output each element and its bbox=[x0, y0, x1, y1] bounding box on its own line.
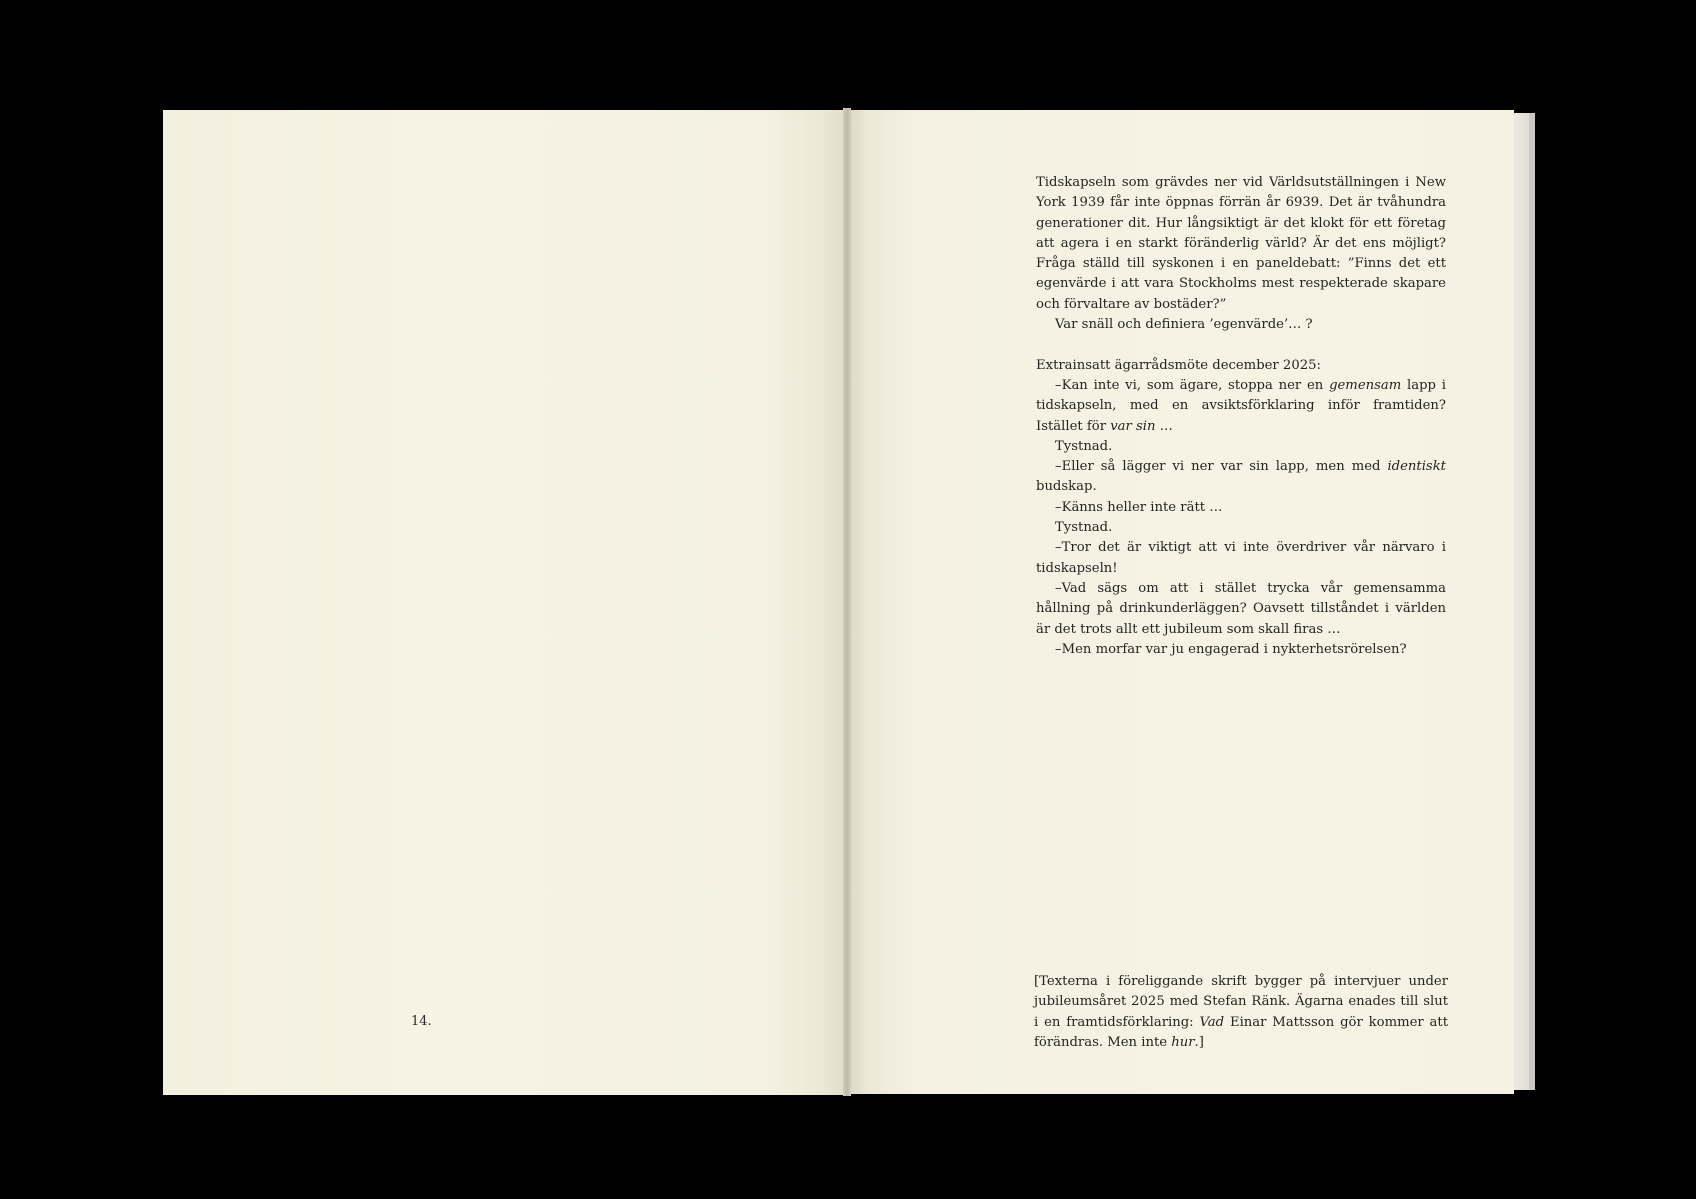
dialogue-line: –Känns heller inte rätt … bbox=[1055, 499, 1223, 515]
footnote-emphasis: hur bbox=[1171, 1034, 1195, 1050]
dialogue-line: –Tror det är viktigt att vi inte överdriver vår närvaro i tidskapseln! bbox=[1036, 540, 1446, 576]
dialogue-text: lapp i tidskapseln, med en avsiktsförklaring inför framtiden? Istället för bbox=[1036, 377, 1446, 434]
dialogue-text: –Kan inte vi, som ägare, stoppa ner en bbox=[1055, 377, 1330, 393]
book-gutter bbox=[843, 108, 851, 1096]
footnote-part: [Texterna i föreliggande skrift bygger på intervjuer under jubileumsåret 2025 med Stefan Ränk. Ägarna enades till slut i en framtidsförklaring: bbox=[1034, 974, 1448, 1030]
dialogue-line: –Men morfar var ju engagerad i nykterhetsrörelsen? bbox=[1055, 641, 1407, 657]
dialogue-text: budskap. bbox=[1036, 479, 1097, 495]
meeting-heading: Extrainsatt ägarrådsmöte december 2025: bbox=[1036, 357, 1321, 373]
paragraph-spacer bbox=[1036, 335, 1446, 355]
footnote-part: Einar Mattsson gör kommer att förändras. Men inte bbox=[1034, 1014, 1449, 1050]
footnote-part: .] bbox=[1194, 1034, 1204, 1050]
dialogue-line bbox=[1036, 457, 1446, 498]
dialogue-silence: Tystnad. bbox=[1055, 520, 1113, 536]
footnote-text bbox=[1034, 972, 1448, 1053]
dialogue-text: –Eller så lägger vi ner var sin lapp, men med bbox=[1055, 459, 1388, 475]
page-number: 14. bbox=[411, 1014, 432, 1029]
intro-paragraph: Tidskapseln som grävdes ner vid Världsutställningen i New York 1939 får inte öppnas förrän år 6939. Det är tvåhundra generationer dit. Hur långsiktigt är det klokt för ett företag att agera i en starkt föränderlig värld? Är det ens möjligt? Fråga ställd till syskonen i en paneldebatt: ”Finns det ett egenvärde i att vara Stockholms mest respekterade skapare och förvaltare av bostäder?” bbox=[1036, 175, 1446, 312]
footnote bbox=[1034, 972, 1448, 1053]
dialogue-line: –Vad sägs om att i stället trycka vår gemensamma hållning på drinkunderläggen? Oavsett tillståndet i världen är det trots allt ett jubileum som skall firas … bbox=[1036, 580, 1446, 637]
dialogue-emphasis: identiskt bbox=[1387, 459, 1446, 475]
footnote-emphasis: Vad bbox=[1199, 1014, 1225, 1030]
dialogue-line bbox=[1036, 376, 1446, 437]
dialogue-text: … bbox=[1155, 418, 1173, 434]
dialogue-emphasis: gemensam bbox=[1329, 377, 1402, 393]
intro-reply: Var snäll och definiera ’egenvärde’… ? bbox=[1055, 317, 1313, 333]
right-page-body-text bbox=[1036, 173, 1446, 660]
dialogue-silence: Tystnad. bbox=[1055, 438, 1113, 454]
dialogue-emphasis: var sin bbox=[1110, 418, 1156, 434]
left-page bbox=[163, 110, 849, 1095]
